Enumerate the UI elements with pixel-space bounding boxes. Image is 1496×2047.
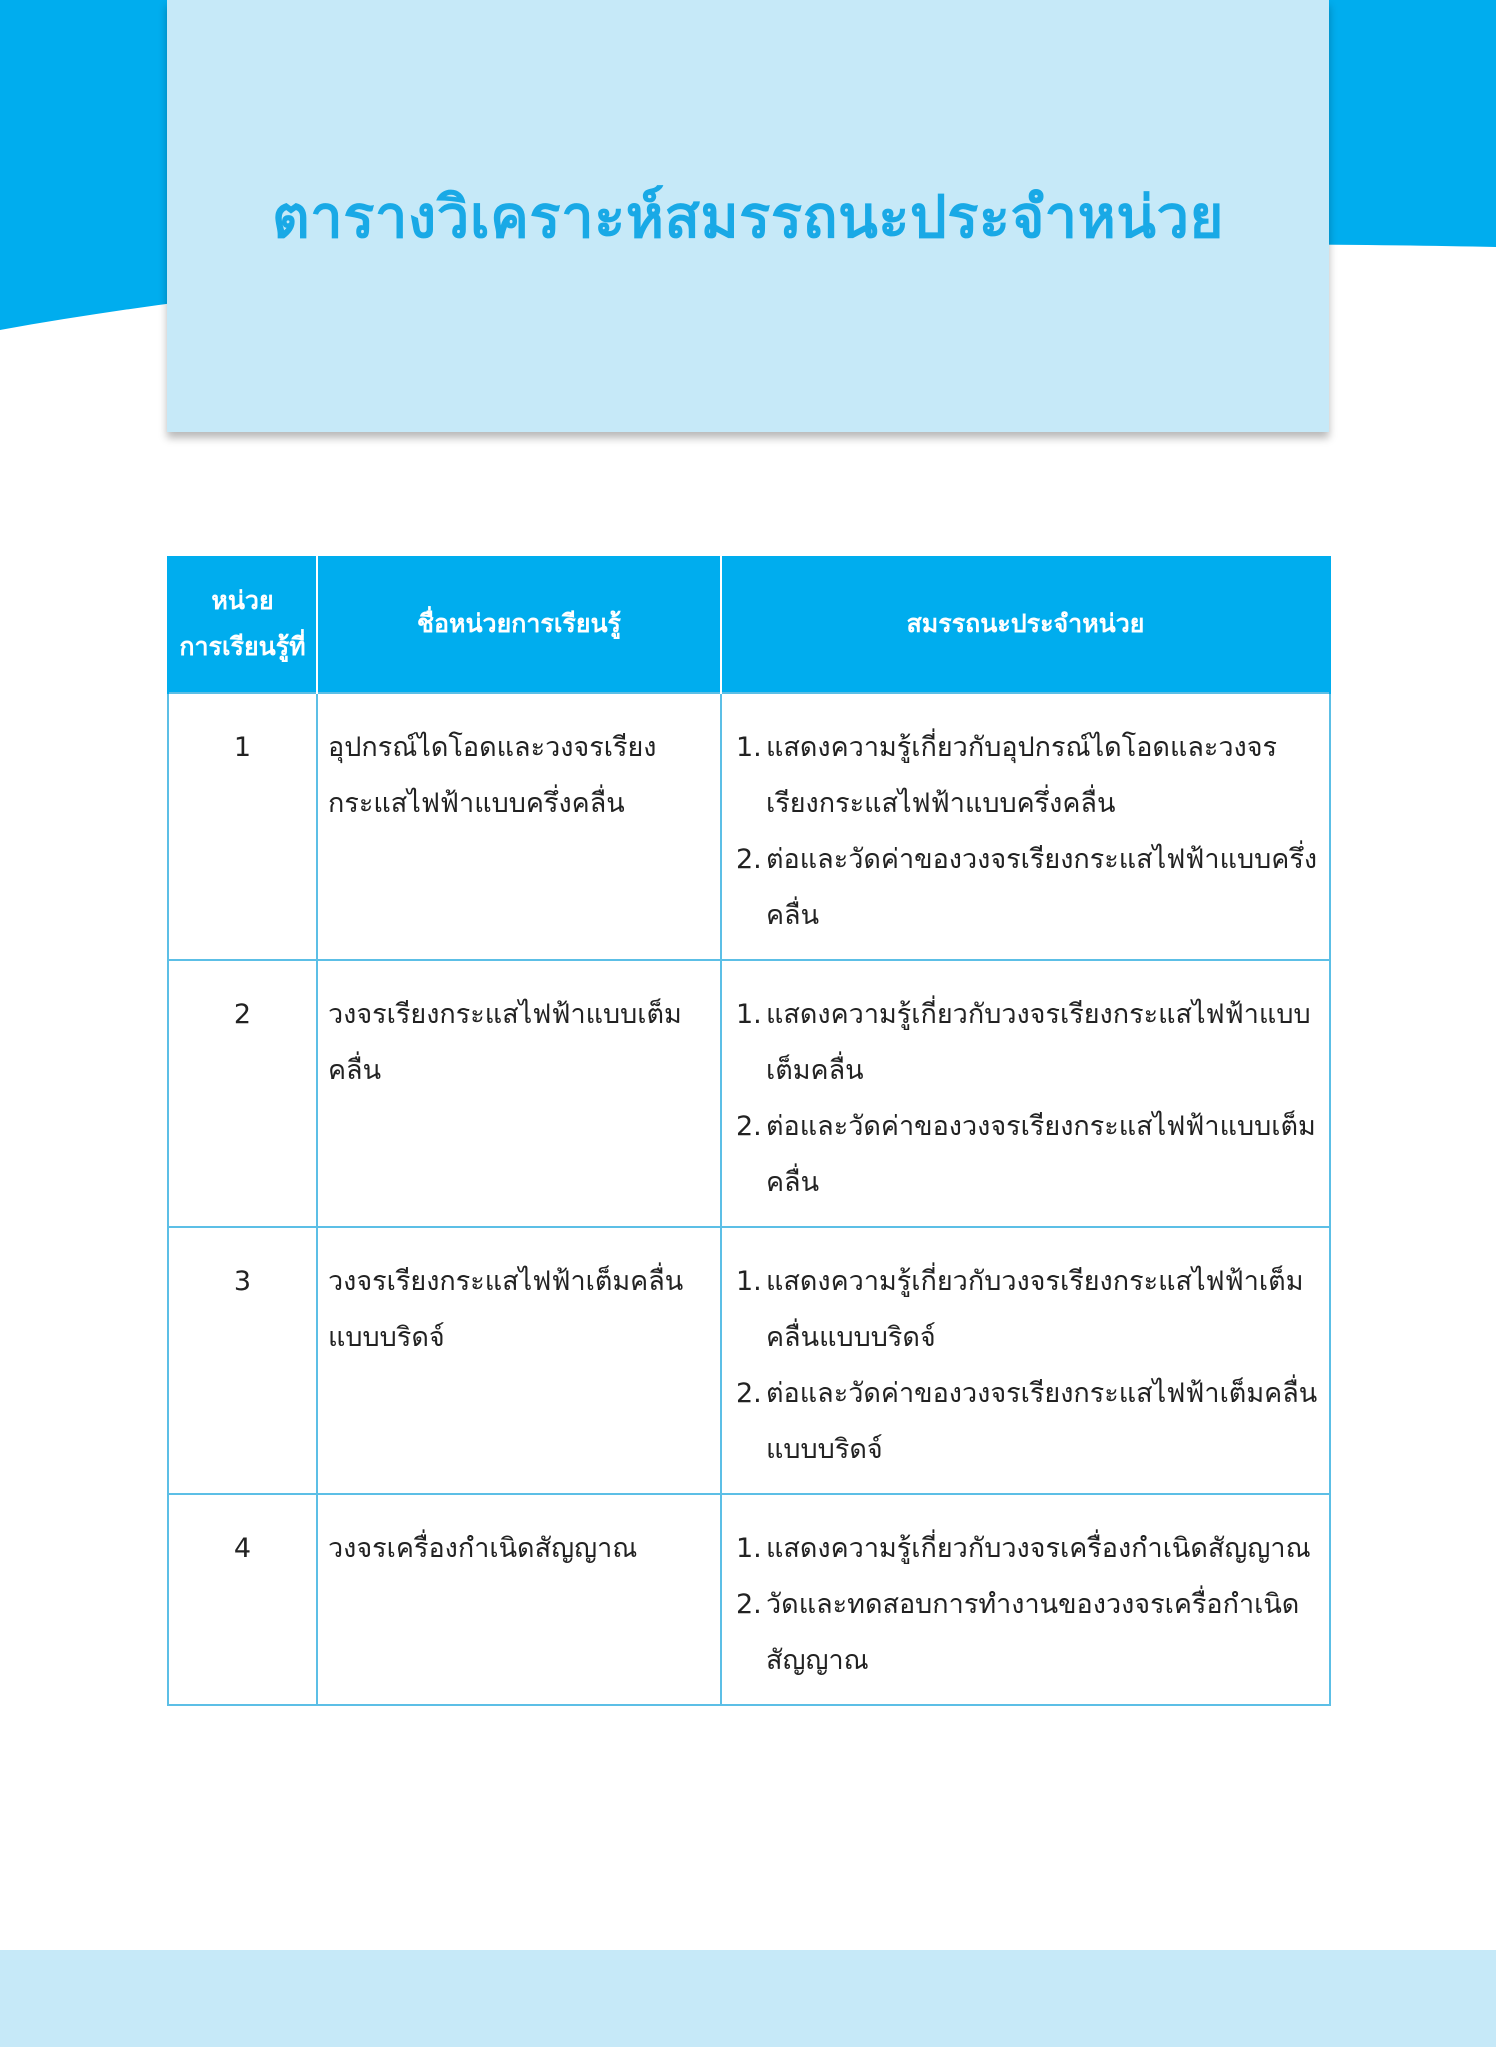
unit-competencies (721, 1227, 1330, 1494)
unit-competencies (721, 960, 1330, 1227)
unit-competencies (721, 693, 1330, 960)
competency-item: 2. ต่อและวัดค่าของวงจรเรียงกระแสไฟฟ้าแบบเต็มคลื่น (736, 1111, 1316, 1198)
unit-name: อุปกรณ์ไดโอดและวงจรเรียงกระแสไฟฟ้าแบบครึ่งคลื่น (317, 693, 721, 960)
table-body (168, 693, 1330, 1705)
footer-band (0, 1950, 1496, 2047)
header-unit-number (168, 556, 317, 693)
header-unit-name: ชื่อหน่วยการเรียนรู้ (317, 556, 721, 693)
competency-item: 2. วัดและทดสอบการทำงานของวงจรเครื่อกำเนิดสัญญาณ (736, 1589, 1300, 1676)
unit-number: 1 (168, 693, 317, 960)
unit-name: วงจรเครื่องกำเนิดสัญญาณ (317, 1494, 721, 1705)
competency-analysis-table (167, 556, 1331, 1706)
table-row (168, 1227, 1330, 1494)
header-unit-number-line2: การเรียนรู้ที่ (179, 632, 306, 661)
competency-table-container (167, 556, 1329, 1706)
competency-item: 1. แสดงความรู้เกี่ยวกับวงจรเรียงกระแสไฟฟ้าเต็มคลื่นแบบบริดจ์ (736, 1266, 1304, 1353)
table-row (168, 1494, 1330, 1705)
unit-number: 4 (168, 1494, 317, 1705)
header-competency: สมรรถนะประจำหน่วย (721, 556, 1330, 693)
unit-competencies (721, 1494, 1330, 1705)
title-card (167, 0, 1329, 432)
competency-item: 2. ต่อและวัดค่าของวงจรเรียงกระแสไฟฟ้าเต็มคลื่นแบบบริดจ์ (736, 1378, 1318, 1465)
unit-number: 3 (168, 1227, 317, 1494)
table-row (168, 693, 1330, 960)
page-title: ตารางวิเคราะห์สมรรถนะประจำหน่วย (271, 182, 1225, 251)
competency-item: 2. ต่อและวัดค่าของวงจรเรียงกระแสไฟฟ้าแบบครึ่งคลื่น (736, 844, 1318, 931)
unit-name: วงจรเรียงกระแสไฟฟ้าแบบเต็มคลื่น (317, 960, 721, 1227)
competency-item: 1. แสดงความรู้เกี่ยวกับอุปกรณ์ไดโอดและวงจรเรียงกระแสไฟฟ้าแบบครึ่งคลื่น (736, 732, 1278, 819)
unit-name: วงจรเรียงกระแสไฟฟ้าเต็มคลื่นแบบบริดจ์ (317, 1227, 721, 1494)
table-header (168, 556, 1330, 693)
unit-number: 2 (168, 960, 317, 1227)
header-unit-number-line1: หน่วย (211, 586, 274, 615)
table-row (168, 960, 1330, 1227)
competency-item: 1. แสดงความรู้เกี่ยวกับวงจรเครื่องกำเนิดสัญญาณ (736, 1533, 1311, 1564)
competency-item: 1. แสดงความรู้เกี่ยวกับวงจรเรียงกระแสไฟฟ้าแบบเต็มคลื่น (736, 999, 1311, 1086)
